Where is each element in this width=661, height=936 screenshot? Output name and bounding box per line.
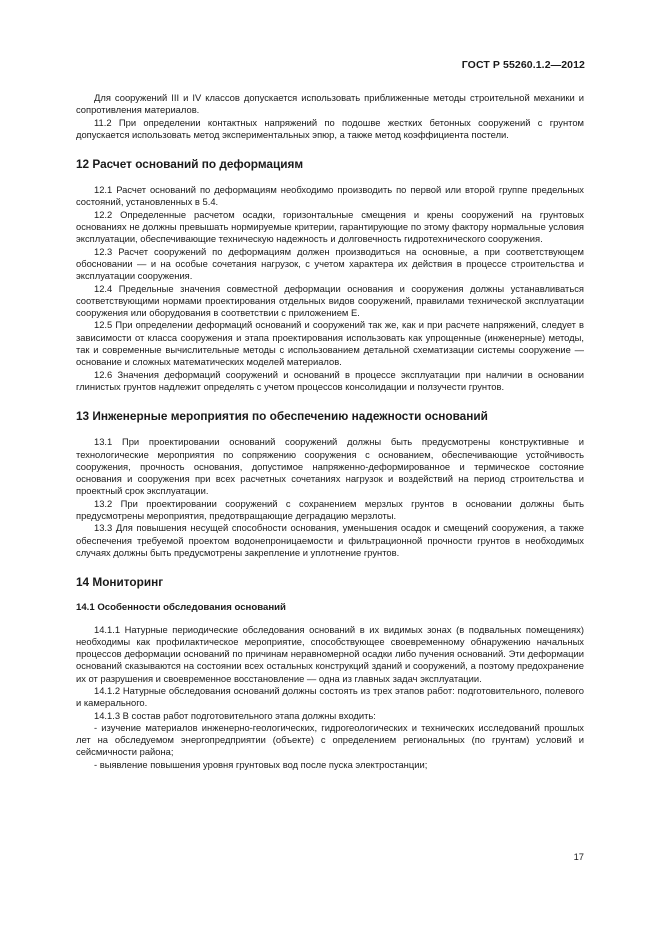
paragraph: 11.2 При определении контактных напряжений по подошве жестких бетонных сооружений с грунтом допускается использовать метод экспериментальных эпюр, а также метод коэффициента постели. — [76, 116, 584, 140]
section-heading: 14 Мониторинг — [76, 575, 164, 590]
paragraph: - выявление повышения уровня грунтовых вод после пуска электростанции; — [94, 758, 428, 770]
paragraph: 13.2 При проектировании сооружений с сохранением мерзлых грунтов в основании должны быть предусмотрены мероприятия, предотвращающие деградацию мерзлоты. — [76, 497, 584, 522]
document-body — [76, 92, 584, 771]
section-heading: 12 Расчет оснований по деформациям — [76, 157, 304, 172]
paragraph: 12.4 Предельные значения совместной деформации основания и сооружения должны устанавливаться соответствующими нормами проектирования отдельных видов сооружений, правилами технической эксплуатации сооружения или оборудования в соответствии с приложением Е. — [76, 282, 584, 319]
section-heading: 13 Инженерные мероприятия по обеспечению надежности оснований — [76, 409, 488, 424]
paragraph: 12.5 При определении деформаций оснований и сооружений так же, как и при расчете напряжений, следует в зависимости от класса сооружения и этапа проектирования использовать как упрощенные (инженерные) методы, так и современные вычислительные методы с использованием детальной схематизации системы сооружение — основание и сложных математических моделей материалов. — [76, 319, 584, 368]
paragraph: 14.1.3 В состав работ подготовительного этапа должны входить: — [94, 709, 376, 721]
paragraph: 12.1 Расчет оснований по деформациям необходимо производить по первой или второй группе предельных состояний, установленных в 5.4. — [76, 184, 584, 208]
paragraph: 13.3 Для повышения несущей способности основания, уменьшения осадок и смещений сооружения, а также обеспечения требуемой проектом водонепроницаемости и фильтрационной прочности грунтов в необходимых случаях должны быть предусмотрены закрепление и уплотнение грунтов. — [76, 522, 584, 558]
paragraph: - изучение материалов инженерно-геологических, гидрогеологических и технических исследований прошлых лет на обследуемом энергопредприятии (объекте) с определением региональных (по грунтам) условий и сейсмичности района; — [76, 721, 584, 758]
document-header: ГОСТ Р 55260.1.2—2012 — [461, 59, 585, 71]
paragraph: 12.3 Расчет сооружений по деформациям должен производиться на основные, а при соответствующем обосновании — и на особые сочетания нагрузок, с учетом характера их действия в процессе строительства и эксплуатации сооружения. — [76, 245, 584, 282]
page-number: 17 — [573, 851, 584, 862]
paragraph: 14.1.1 Натурные периодические обследования оснований в их видимых зонах (в подвальных помещениях) необходимы как профилактическое мероприятие, способствующее своевременному обнаружению начальных процессов деформации оснований по причинам неравномерной осадки либо пучения оснований. Эти деформации оснований сказываются на состоянии всех остальных конструкций зданий и сооружений, а поэтому предохранение их от разрушения и своевременное восстановление — одна из главных задач эксплуатации. — [76, 623, 584, 684]
paragraph: 12.6 Значения деформаций сооружений и оснований в процессе эксплуатации при наличии в основании глинистых грунтов надлежит определять с учетом процессов консолидации и ползучести грунтов. — [76, 368, 584, 392]
subsection-heading: 14.1 Особенности обследования оснований — [76, 602, 286, 614]
paragraph: 14.1.2 Натурные обследования оснований должны состоять из трех этапов работ: подготовительного, полевого и камерального. — [76, 684, 584, 709]
paragraph: 12.2 Определенные расчетом осадки, горизонтальные смещения и крены сооружений на грунтовых основаниях не должны превышать нормируемые критерии, гарантирующие по этому фактору нормальные условия эксплуатации, обеспечивающие техническую надежность и долговечность гидротехнического сооружения. — [76, 208, 584, 245]
paragraph: Для сооружений III и IV классов допускается использовать приближенные методы строительной механики и сопротивления материалов. — [76, 92, 584, 116]
paragraph: 13.1 При проектировании оснований сооружений должны быть предусмотрены конструктивные и технологические мероприятия по сопряжению сооружения с основанием, обеспечивающие устойчивость сооружения, прочность основания, допустимое напряженно-деформированное и термическое состояние основания и сооружения при всех расчетных сочетаниях нагрузок и воздействий на период строительства и проектный срок эксплуатации. — [76, 436, 584, 497]
